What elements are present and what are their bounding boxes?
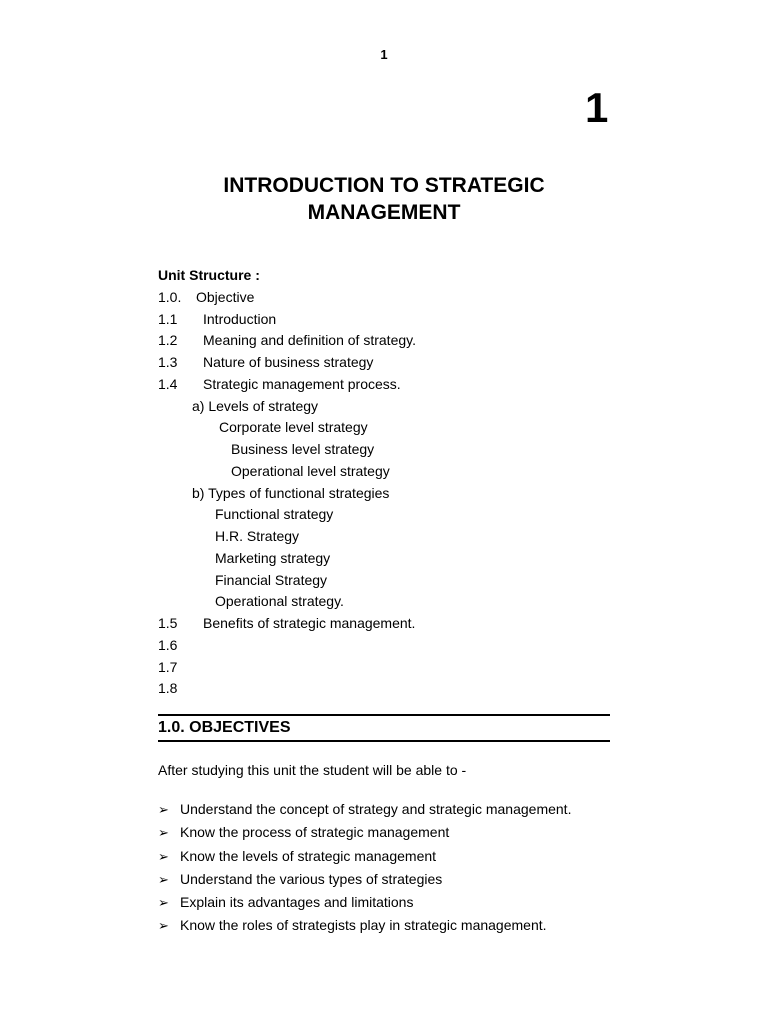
unit-structure-item [158,613,618,635]
unit-structure-subitem [158,526,618,548]
item-text: Functional strategy [215,506,334,523]
objective-text: Know the roles of strategists play in strategic management. [180,917,547,934]
item-text: a) Levels of strategy [192,397,319,414]
section-divider-bottom [158,740,610,742]
item-text: Nature of business strategy [203,354,374,370]
chapter-title [0,172,768,226]
item-text: Introduction [203,310,277,327]
arrow-bullet-icon: ➢ [158,871,169,887]
section-divider-top [158,714,610,716]
objectives-list [158,798,628,938]
unit-structure-heading: Unit Structure : [158,267,260,283]
unit-structure-subitem [158,591,618,613]
unit-structure-subitem [158,548,618,570]
objective-text: Know the process of strategic management [180,824,450,841]
objective-item [158,845,628,868]
arrow-bullet-icon: ➢ [158,918,169,934]
unit-structure [158,265,618,700]
objective-text: Understand the various types of strategies [180,870,443,887]
item-text: Objective [196,288,255,305]
unit-structure-subitem [158,417,618,439]
objective-text: Understand the concept of strategy and strategic management. [180,801,572,817]
item-number: 1.8 [158,680,178,697]
item-text: Corporate level strategy [219,419,368,436]
unit-structure-subitem [158,570,618,592]
item-number: 1.2 [158,332,178,349]
unit-structure-item [158,330,618,352]
unit-structure-item [158,374,618,396]
unit-structure-subitem [158,396,618,418]
item-text: Strategic management process. [203,375,401,392]
item-text: Operational strategy. [215,593,344,610]
objective-item [158,891,628,914]
item-text: Business level strategy [231,441,375,457]
objectives-intro: After studying this unit the student will be able to - [158,762,467,778]
item-text: Meaning and definition of strategy. [203,332,416,349]
objective-item [158,914,628,937]
objective-item [158,868,628,891]
item-number: 1.4 [158,375,178,392]
unit-structure-item [158,635,618,657]
chapter-title-line-1: INTRODUCTION TO STRATEGIC [223,174,545,197]
unit-structure-subitem [158,461,618,483]
arrow-bullet-icon: ➢ [158,825,169,841]
item-number: 1.6 [158,636,178,653]
page-number: 1 [380,47,388,62]
chapter-title-line-2: MANAGEMENT [307,201,461,224]
unit-structure-item [158,678,618,700]
item-text: H.R. Strategy [215,528,300,544]
unit-structure-item [158,287,618,309]
unit-structure-item [158,309,618,331]
item-number: 1.5 [158,615,178,631]
unit-structure-subitem [158,439,618,461]
objective-text: Explain its advantages and limitations [180,894,414,911]
arrow-bullet-icon: ➢ [158,848,169,864]
objective-item [158,821,628,844]
chapter-number: 1 [585,84,609,131]
item-text: Marketing strategy [215,549,331,566]
arrow-bullet-icon: ➢ [158,895,169,911]
objective-item [158,798,628,821]
unit-structure-subitem [158,483,618,505]
item-number: 1.7 [158,658,178,675]
item-text: Operational level strategy [231,462,390,479]
objectives-heading: 1.0. OBJECTIVES [158,719,291,736]
item-text: Benefits of strategic management. [203,615,416,631]
item-text: Financial Strategy [215,571,328,588]
arrow-bullet-icon: ➢ [158,802,169,817]
unit-structure-item [158,352,618,374]
objective-text: Know the levels of strategic management [180,847,437,864]
item-text: b) Types of functional strategies [192,484,390,501]
unit-structure-subitem [158,504,618,526]
item-number: 1.1 [158,310,178,327]
unit-structure-item [158,657,618,679]
item-number: 1.0. [158,288,182,305]
item-number: 1.3 [158,354,178,370]
